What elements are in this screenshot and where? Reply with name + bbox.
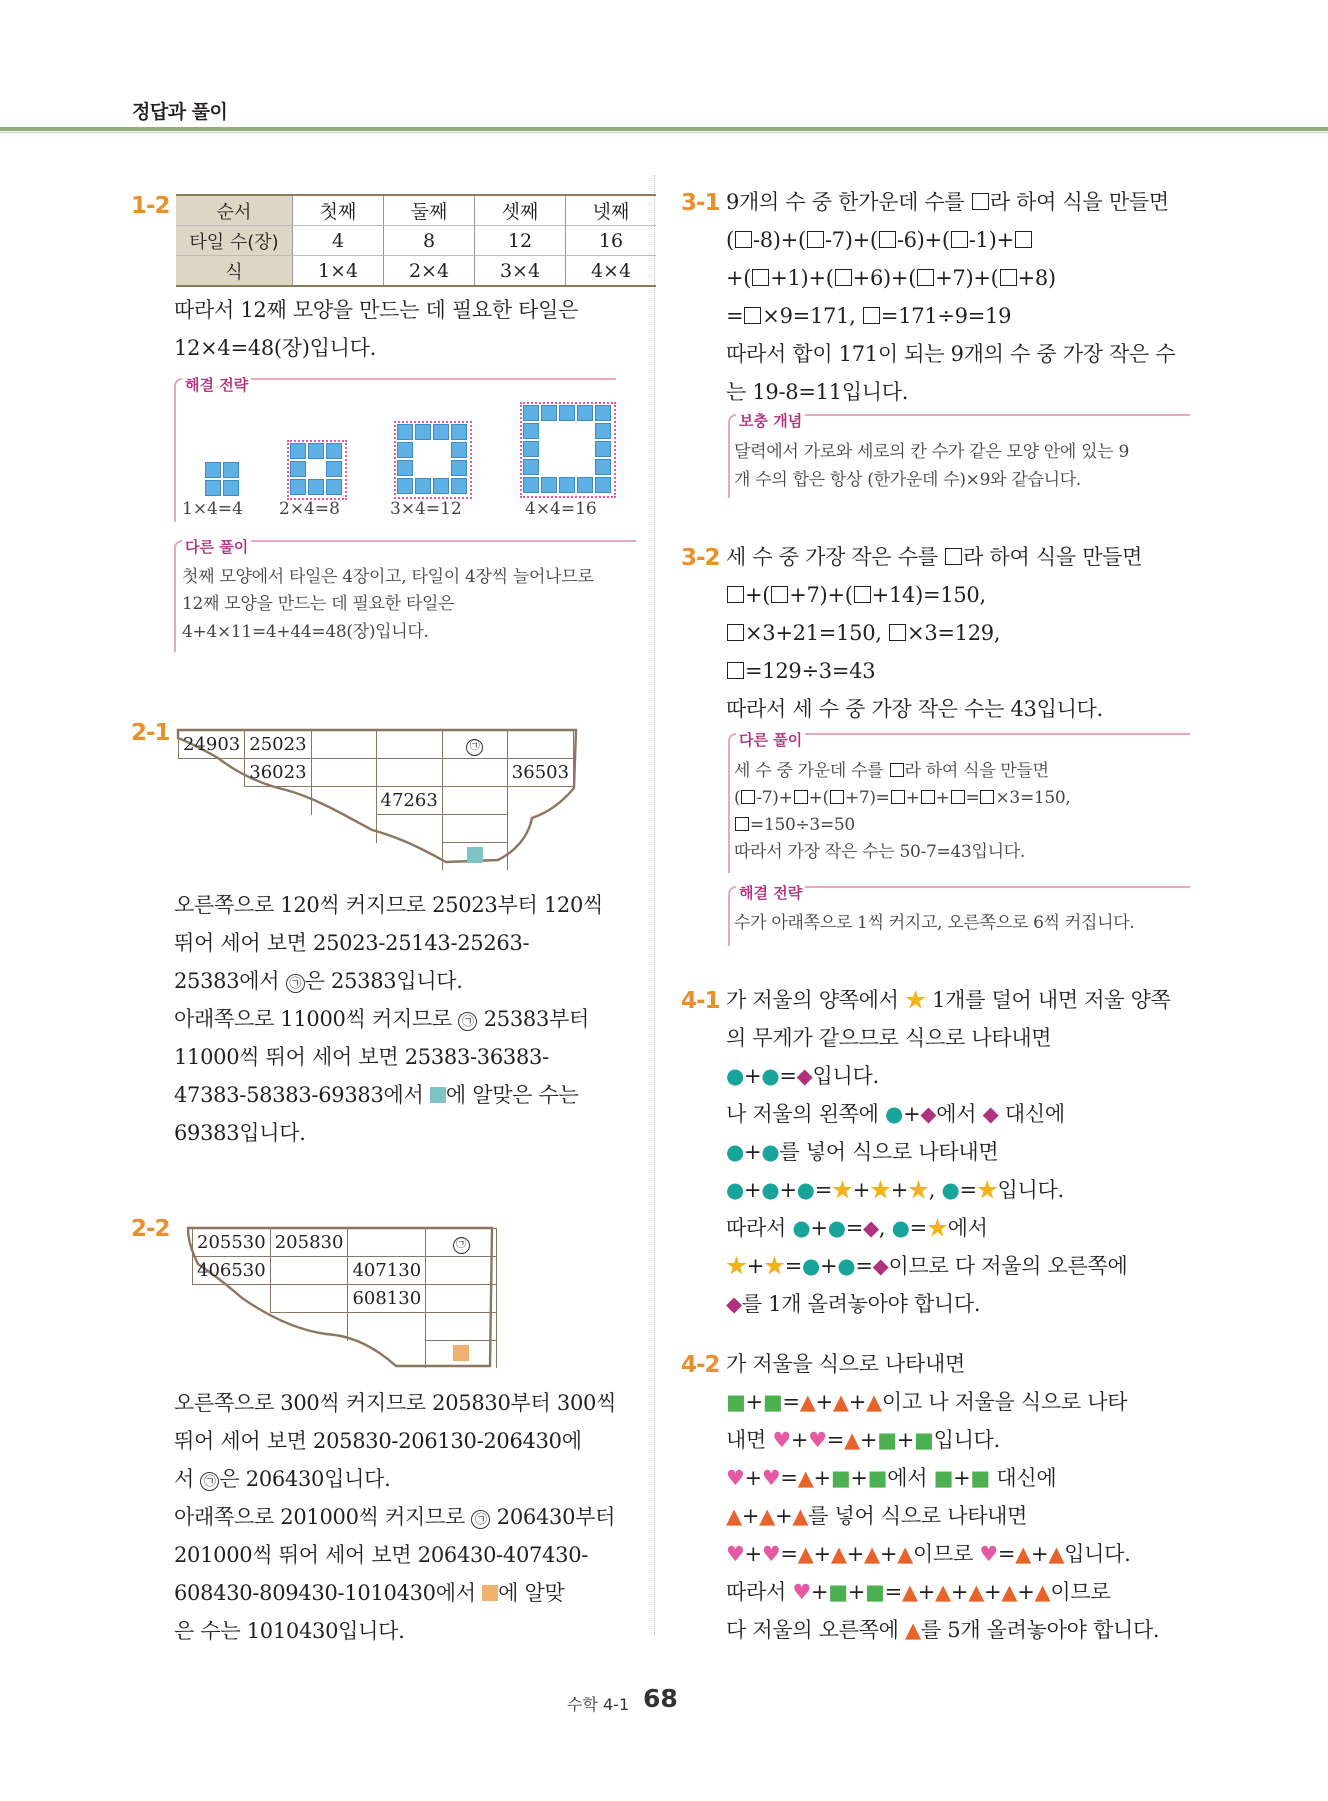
grid-cell: 608130 [348,1285,426,1313]
problem-number-3-1: 3-1 [681,190,720,216]
blank-square-orange [482,1585,498,1601]
table-row [179,843,574,871]
solution-line: 오른쪽으로 300씩 커지므로 205830부터 300씩 [174,1391,617,1415]
solution-line: 나 저울의 왼쪽에 ●+◆에서 ◆ 대신에 [726,1102,1065,1126]
footer-book: 수학 4-1 [567,1695,630,1714]
solution-line: 12×4=48(장)입니다. [174,336,377,360]
table-cell: 4 [293,226,384,256]
table-row [179,787,574,815]
table-row [193,1285,497,1313]
equation-line: ●+●+●=★+★+★, ●=★입니다. [726,1178,1064,1202]
heart-icon: ♥ [772,1428,791,1452]
table-row [176,195,656,226]
table-cell: 타일 수(장) [176,226,293,256]
strategy-tag: 해결 전략 [736,882,805,903]
blank-square-blue [430,1087,446,1103]
star-icon: ★ [905,988,926,1012]
circled-label: ㉠ [453,1237,470,1254]
tile-count-table [176,194,656,287]
table-row [179,759,574,787]
page-number: 68 [643,1684,678,1713]
solution-line: 의 무게가 같으므로 식으로 나타내면 [726,1026,1052,1050]
solution-line: 뛰어 세어 보면 205830-206130-206430에 [174,1429,582,1453]
solution-line: 가 저울을 식으로 나타내면 [726,1352,965,1376]
equation-line: 내면 ♥+♥=▲+■+■입니다. [726,1428,1000,1452]
tile-caption: 2×4=8 [279,499,340,519]
table-cell: 셋째 [475,195,566,226]
solution-line: 서 ㉠ 은 206430입니다. [174,1467,391,1491]
supplement-line: 개 수의 합은 항상 (한가운데 수)×9와 같습니다. [734,470,1081,490]
equation-line: ♥+♥=▲+■+■에서 ■+■ 대신에 [726,1466,1057,1490]
table-cell: 2×4 [384,256,475,287]
blank-square-blue [467,847,483,863]
problem-number-2-1: 2-1 [131,720,170,746]
alt-line: ( -7)+ +( +7)= + + = ×3=150, [734,788,1071,808]
circled-label: ㉠ [466,739,483,756]
grid-cell: 205530 [193,1229,271,1257]
solution-line: 가 저울의 양쪽에서 ★ 1개를 덜어 내면 저울 양쪽 [726,988,1171,1012]
alt-line: 4+4×11=4+44=48(장)입니다. [182,622,429,642]
equation-line: ■+■=▲+▲+▲이고 나 저울을 식으로 나타 [726,1390,1128,1414]
solution-line: 201000씩 뛰어 세어 보면 206430-407430- [174,1543,589,1567]
solution-line: 다 저울의 오른쪽에 ▲를 5개 올려놓아야 합니다. [726,1618,1160,1642]
equation-line: = ×9=171, =171÷9=19 [726,304,1012,328]
column-divider [654,175,655,1635]
solution-line: 은 수는 1010430입니다. [174,1619,405,1643]
circle-icon: ● [726,1064,745,1088]
table-row [193,1257,497,1285]
header-rule-thin [0,132,1328,133]
equation-line: ( -8)+( -7)+( -6)+( -1)+ [726,228,1033,252]
solution-line: 오른쪽으로 120씩 커지므로 25023부터 120씩 [174,893,603,917]
table-row [179,731,574,759]
square-icon: ■ [726,1390,746,1414]
grid-cell: 36503 [507,759,573,787]
alt-line: 첫째 모양에서 타일은 4장이고, 타일이 4장씩 늘어나므로 [182,567,594,587]
strategy-tag: 해결 전략 [182,374,251,395]
table-cell: 3×4 [475,256,566,287]
table-cell: 둘째 [384,195,475,226]
triangle-icon: ▲ [799,1390,816,1414]
solution-line: 69383입니다. [174,1121,306,1145]
solution-line: ●+●를 넣어 식으로 나타내면 [726,1140,999,1164]
solution-line: 608430-809430-1010430에서 에 알맞 [174,1581,565,1605]
circled-label: ㉠ [286,974,305,993]
table-cell: 순서 [176,195,293,226]
problem-number-3-2: 3-2 [681,545,720,571]
equation-line: ▲+▲+▲를 넣어 식으로 나타내면 [726,1504,1028,1528]
table-row [179,815,574,843]
alt-line: =150÷3=50 [734,814,855,836]
equation-line: ●+●=◆입니다. [726,1064,879,1088]
table-cell: 식 [176,256,293,287]
solution-line: 9개의 수 중 한가운데 수를 라 하여 식을 만들면 [726,190,1169,214]
equation-line: ♥+♥=▲+▲+▲+▲이므로 ♥=▲+▲입니다. [726,1542,1131,1566]
grid-cell: 407130 [348,1257,426,1285]
table-cell: 첫째 [293,195,384,226]
alt-line: 따라서 가장 작은 수는 50-7=43입니다. [734,842,1025,862]
tile-caption: 4×4=16 [525,499,597,519]
problem-number-4-2: 4-2 [681,1352,720,1378]
problem-number-4-1: 4-1 [681,988,720,1014]
header-rule [0,127,1328,131]
table-cell: 12 [475,226,566,256]
solution-line: 따라서 ●+●=◆, ●=★에서 [726,1216,988,1240]
table-cell: 넷째 [566,195,657,226]
tile-caption: 3×4=12 [390,499,462,519]
alt-solution-tag: 다른 풀이 [182,536,251,557]
table-row [193,1313,497,1341]
table-row [176,256,656,287]
solution-line: 25383에서 ㉠ 은 25383입니다. [174,969,463,993]
number-grid-2-2 [192,1228,497,1368]
solution-line: 아래쪽으로 11000씩 커지므로 ㉠ 25383부터 [174,1007,589,1031]
solution-line: 세 수 중 가장 작은 수를 라 하여 식을 만들면 [726,545,1143,569]
equation-line: +( +7)+( +14)=150, [726,583,986,607]
alt-solution-tag: 다른 풀이 [736,729,805,750]
alt-line: 12째 모양을 만드는 데 필요한 타일은 [182,594,455,614]
solution-line: 는 19-8=11입니다. [726,380,909,404]
tile-caption: 1×4=4 [182,499,243,519]
circled-label: ㉠ [458,1012,477,1031]
equation-line: =129÷3=43 [726,659,875,683]
equation-line: ×3+21=150, ×3=129, [726,621,1000,645]
circle-icon: ● [761,1064,780,1088]
table-cell: 8 [384,226,475,256]
solution-line: 뛰어 세어 보면 25023-25143-25263- [174,931,530,955]
problem-number-1-2: 1-2 [131,193,170,219]
grid-cell: 205830 [270,1229,348,1257]
equation-line: +( +1)+( +6)+( +7)+( +8) [726,266,1056,290]
solution-line: 아래쪽으로 201000씩 커지므로 ㉠ 206430부터 [174,1505,616,1529]
table-row [193,1341,497,1369]
table-cell: 1×4 [293,256,384,287]
solution-line: 따라서 합이 171이 되는 9개의 수 중 가장 작은 수 [726,342,1176,366]
blank-square-orange [453,1345,469,1361]
equation-line: 따라서 ♥+■+■=▲+▲+▲+▲+▲이므로 [726,1580,1111,1604]
solution-line: 11000씩 뛰어 세어 보면 25383-36383- [174,1045,549,1069]
grid-cell: 406530 [193,1257,271,1285]
table-cell: 16 [566,226,657,256]
table-row [193,1229,497,1257]
diamond-icon: ◆ [796,1064,813,1088]
equation-line: ★+★=●+●=◆이므로 다 저울의 오른쪽에 [726,1254,1128,1278]
supplement-line: 달력에서 가로와 세로의 칸 수가 같은 모양 안에 있는 9 [734,442,1130,462]
page-header-title: 정답과 풀이 [132,101,228,123]
grid-cell: 24903 [179,731,245,759]
circled-label: ㉠ [200,1472,219,1491]
grid-cell: 36023 [245,759,311,787]
alt-line: 세 수 중 가운데 수를 라 하여 식을 만들면 [734,761,1049,781]
solution-line: 따라서 세 수 중 가장 작은 수는 43입니다. [726,697,1103,721]
table-row [176,226,656,256]
table-cell: 4×4 [566,256,657,287]
solution-line: ◆를 1개 올려놓아야 합니다. [726,1292,981,1316]
grid-cell: 47263 [376,787,442,815]
number-grid-2-1 [178,730,574,870]
problem-number-2-2: 2-2 [131,1216,170,1242]
circled-label: ㉠ [471,1510,490,1529]
solution-line: 47383-58383-69383에서 에 알맞은 수는 [174,1083,579,1107]
supplement-tag: 보충 개념 [736,410,805,431]
grid-cell: 25023 [245,731,311,759]
solution-line: 따라서 12째 모양을 만드는 데 필요한 타일은 [174,298,579,322]
strategy-line: 수가 아래쪽으로 1씩 커지고, 오른쪽으로 6씩 커집니다. [734,913,1135,933]
